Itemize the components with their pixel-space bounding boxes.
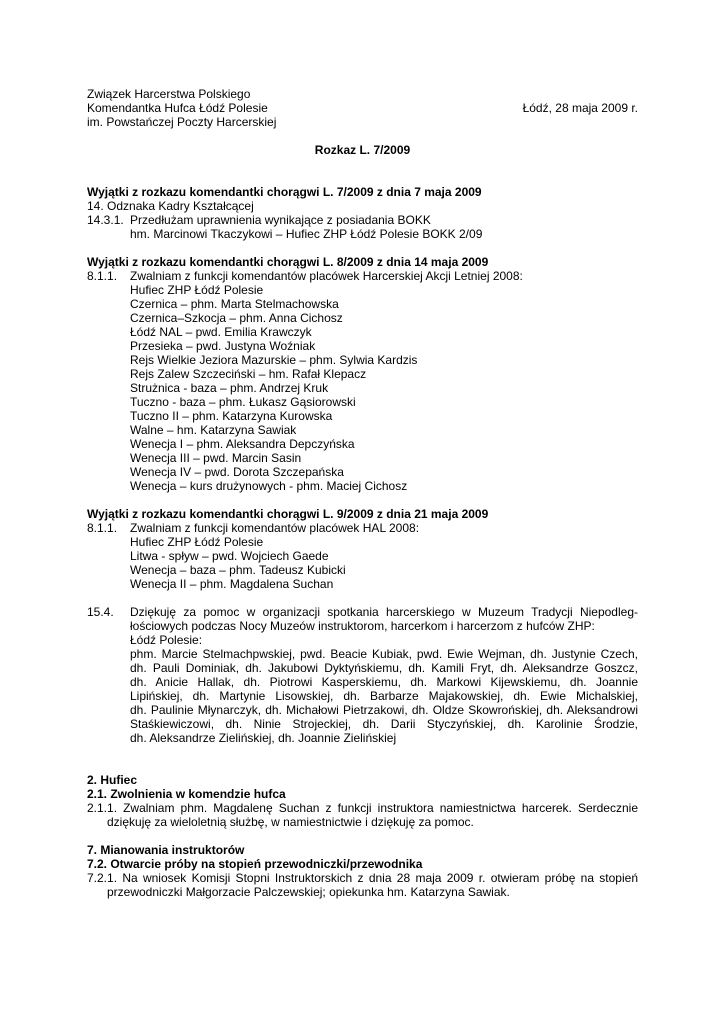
section5-sub: 2.1. Zwolnienia w komendzie hufca <box>87 787 286 801</box>
section5-heading: 2. Hufiec <box>87 773 138 787</box>
section6-line1: 7.2.1. Na wniosek Komisji Stopni Instruktorskich z dnia 28 maja 2009 r. otwieram próbę na stopień <box>87 871 638 885</box>
list-item: Wenecja III – pwd. Marcin Sasin <box>130 451 302 465</box>
section4-number: 15.4. <box>87 605 114 619</box>
list-item: Hufiec ZHP Łódź Polesie <box>130 535 264 549</box>
list-item: Hufiec ZHP Łódź Polesie <box>130 283 264 297</box>
thanks-line: dh. Aleksandrze Zielińskiej, dh. Joannie Zielińskiej <box>130 731 397 745</box>
section2-number: 8.1.1. <box>87 269 118 283</box>
thanks-line: dh. Paulinie Młynarczyk, dh. Michałowi Pietrzakowi, dh. Oldze Skowrońskiej, dh. Aleksandrowi <box>130 703 638 717</box>
list-item: Rejs Wielkie Jeziora Mazurskie – phm. Sylwia Kardzis <box>130 353 418 367</box>
thanks-line: dh. Anicie Hallak, dh. Piotrowi Kasperskiemu, dh. Markowi Kijewskiemu, dh. Joannie <box>130 675 638 689</box>
section3-number: 8.1.1. <box>87 521 118 535</box>
list-item: Czernica–Szkocja – phm. Anna Cichosz <box>130 311 343 325</box>
section1-line1: Przedłużam uprawnienia wynikające z posiadania BOKK <box>130 213 431 227</box>
section6-heading: 7. Mianowania instruktorów <box>87 843 245 857</box>
org-name: Związek Harcerstwa Polskiego <box>87 87 251 101</box>
section5-line1: 2.1.1. Zwalniam phm. Magdalenę Suchan z funkcji instruktora namiestnictwa harcerek. Serdecznie <box>87 801 638 815</box>
thanks-line: phm. Marcie Stelmachpwskiej, pwd. Beacie Kubiak, pwd. Ewie Wejman, dh. Justynie Czech, <box>130 647 638 661</box>
list-item: Czernica – phm. Marta Stelmachowska <box>130 297 339 311</box>
section6-sub: 7.2. Otwarcie próby na stopień przewodniczki/przewodnika <box>87 857 423 871</box>
list-item: Tuczno II – phm. Katarzyna Kurowska <box>130 409 333 423</box>
thanks-line: dh. Pauli Dominiak, dh. Jakubowi Dyktyńskiemu, dh. Kamili Fryt, dh. Aleksandrze Goszcz, <box>130 661 638 675</box>
place-date: Łódź, 28 maja 2009 r. <box>522 101 638 115</box>
section1-sub: 14. Odznaka Kadry Kształcącej <box>87 199 254 213</box>
list-item: Tuczno - baza – phm. Łukasz Gąsiorowski <box>130 395 356 409</box>
section5-line2: dziękuję za wieloletnią służbę, w namiestnictwie i dziękuję za pomoc. <box>107 815 474 829</box>
list-item: Przesieka – pwd. Justyna Woźniak <box>130 339 316 353</box>
section1-line2: hm. Marcinowi Tkaczykowi – Hufiec ZHP Łódź Polesie BOKK 2/09 <box>130 227 483 241</box>
list-item: Litwa - spływ – pwd. Wojciech Gaede <box>130 549 329 563</box>
section1-heading: Wyjątki z rozkazu komendantki chorągwi L. 7/2009 z dnia 7 maja 2009 <box>87 185 482 199</box>
list-item: Łódź NAL – pwd. Emilia Krawczyk <box>130 325 312 339</box>
page-title: Rozkaz L. 7/2009 <box>314 143 411 157</box>
thanks-line: Łódź Polesie: <box>130 633 203 647</box>
org-patron: im. Powstańczej Poczty Harcerskiej <box>87 115 277 129</box>
list-item: Wenecja II – phm. Magdalena Suchan <box>130 577 334 591</box>
thanks-line: Lipińskiej, dh. Martynie Lisowskiej, dh. Barbarze Majakowskiej, dh. Ewie Michalskiej, <box>130 689 638 703</box>
list-item: Wenecja – baza – phm. Tadeusz Kubicki <box>130 563 346 577</box>
thanks-line: łościowych podczas Nocy Muzeów instruktorom, harcerkom i harcerzom z hufców ZHP: <box>130 619 595 633</box>
thanks-line: Dziękuję za pomoc w organizacji spotkania harcerskiego w Muzeum Tradycji Niepodleg- <box>130 605 638 619</box>
list-item: Wenecja IV – pwd. Dorota Szczepańska <box>130 465 344 479</box>
section6-line2: przewodniczki Małgorzacie Palczewskiej; opiekunka hm. Katarzyna Sawiak. <box>107 885 510 899</box>
thanks-line: Staśkiewiczowi, dh. Ninie Strojeckiej, dh. Darii Styczyńskiej, dh. Karolinie Środzie, <box>130 717 638 731</box>
section1-number: 14.3.1. <box>87 213 124 227</box>
list-item: Wenecja – kurs drużynowych - phm. Maciej Cichosz <box>130 479 408 493</box>
section3-heading: Wyjątki z rozkazu komendantki chorągwi L. 9/2009 z dnia 21 maja 2009 <box>87 507 489 521</box>
section3-intro: Zwalniam z funkcji komendantów placówek HAL 2008: <box>130 521 420 535</box>
list-item: Walne – hm. Katarzyna Sawiak <box>130 423 297 437</box>
section2-intro: Zwalniam z funkcji komendantów placówek Harcerskiej Akcji Letniej 2008: <box>130 269 523 283</box>
list-item: Wenecja I – phm. Aleksandra Depczyńska <box>130 437 355 451</box>
org-unit: Komendantka Hufca Łódź Polesie <box>87 101 268 115</box>
list-item: Rejs Zalew Szczeciński – hm. Rafał Klepacz <box>130 367 367 381</box>
list-item: Strużnica - baza – phm. Andrzej Kruk <box>130 381 329 395</box>
section2-heading: Wyjątki z rozkazu komendantki chorągwi L. 8/2009 z dnia 14 maja 2009 <box>87 255 489 269</box>
